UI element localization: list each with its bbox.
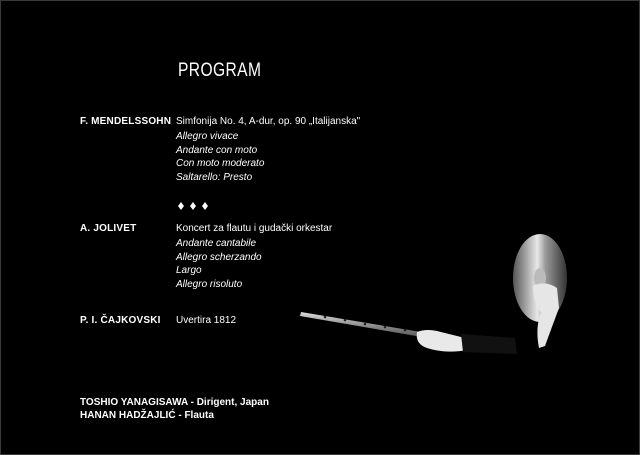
composer-mendelssohn: F. MENDELSSOHN xyxy=(80,116,172,127)
diamond-separator-icon xyxy=(178,201,218,211)
movement-item: Allegro vivace xyxy=(176,131,239,142)
work-title-mendelssohn: Simfonija No. 4, A-dur, op. 90 „Italijanska" xyxy=(176,116,361,127)
movement-item: Allegro risoluto xyxy=(176,278,243,290)
movement-item: Allegro scherzando xyxy=(176,251,262,263)
movement-item: Saltarello: Presto xyxy=(176,171,253,183)
movement-item: Andante cantabile xyxy=(176,238,257,249)
movement-item: Con moto moderato xyxy=(176,158,265,169)
movement-list-mendelssohn xyxy=(176,130,264,184)
movement-list-jolivet xyxy=(176,237,262,291)
sleeve-icon xyxy=(461,334,517,354)
credit-flutist: HANAN HADŽAJLIĆ - Flauta xyxy=(80,410,214,421)
work-title-jolivet: Koncert za flautu i gudački orkestar xyxy=(176,223,333,234)
page-title: PROGRAM xyxy=(178,60,262,81)
credit-conductor: TOSHIO YANAGISAWA - Dirigent, Japan xyxy=(80,397,269,408)
work-title-cajkovski: Uvertira 1812 xyxy=(176,315,237,326)
credits xyxy=(80,396,269,422)
movement-item: Andante con moto xyxy=(176,144,258,156)
composer-jolivet: A. JOLIVET xyxy=(80,223,137,234)
flute-hand-icon xyxy=(417,330,467,352)
composer-cajkovski: P. I. ČAJKOVSKI xyxy=(80,315,161,326)
flute-and-cymbal-photo xyxy=(295,228,595,368)
movement-item: Largo xyxy=(176,265,202,276)
